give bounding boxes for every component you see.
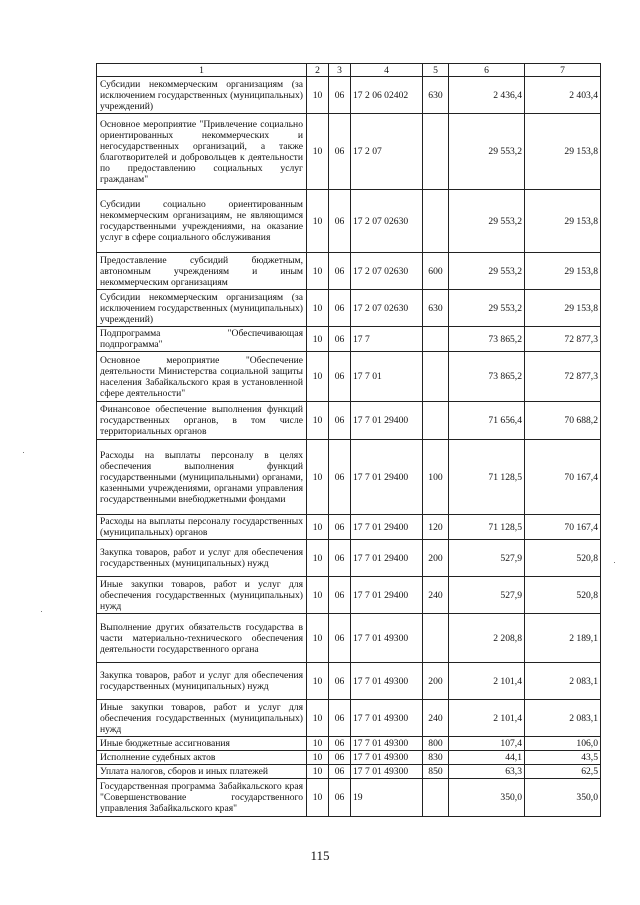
row-name-cell: Государственная программа Забайкальского края "Совершенствование государственного управления Забайкальского края" xyxy=(97,779,307,817)
budget-table xyxy=(96,63,601,817)
row-name-cell: Финансовое обеспечение выполнения функций государственных органов, в том числе территориальных органов xyxy=(97,402,307,440)
row-value-cell: 2 189,1 xyxy=(525,614,601,663)
row-value-cell: 17 2 07 xyxy=(351,114,423,190)
row-value-cell: 72 877,3 xyxy=(525,327,601,352)
row-name-cell: Исполнение судебных актов xyxy=(97,751,307,765)
row-name-cell: Выполнение других обязательств государства в части материально-технического обеспечения деятельности государственного органа xyxy=(97,614,307,663)
row-value-cell: 70 688,2 xyxy=(525,402,601,440)
row-value-cell: 29 553,2 xyxy=(449,190,525,253)
row-value-cell: 527,9 xyxy=(449,540,525,577)
row-value-cell: 62,5 xyxy=(525,765,601,779)
row-value-cell: 2 101,4 xyxy=(449,700,525,737)
row-value-cell: 06 xyxy=(329,540,351,577)
row-value-cell: 73 865,2 xyxy=(449,352,525,402)
row-value-cell: 06 xyxy=(329,327,351,352)
scan-speck xyxy=(23,452,24,453)
row-value-cell: 10 xyxy=(307,515,329,540)
row-value-cell: 17 7 01 29400 xyxy=(351,540,423,577)
table-row xyxy=(97,737,601,751)
row-value-cell: 240 xyxy=(423,577,449,614)
row-name-cell: Расходы на выплаты персоналу в целях обеспечения выполнения функций государственными (муниципальными) органами, казенными учреждениями, органами управления государственными внебюджетными фондами xyxy=(97,440,307,515)
table-row xyxy=(97,614,601,663)
row-value-cell: 520,8 xyxy=(525,540,601,577)
row-value-cell: 10 xyxy=(307,352,329,402)
row-value-cell: 17 2 07 02630 xyxy=(351,190,423,253)
table-row xyxy=(97,751,601,765)
row-value-cell: 350,0 xyxy=(449,779,525,817)
row-name-cell: Закупка товаров, работ и услуг для обеспечения государственных (муниципальных) нужд xyxy=(97,663,307,700)
row-value-cell: 10 xyxy=(307,402,329,440)
row-name-cell: Субсидии социально ориентированным некоммерческим организациям, не являющимся государственными учреждениями, на оказание услуг в сфере социального обслуживания xyxy=(97,190,307,253)
row-value-cell: 06 xyxy=(329,352,351,402)
row-value-cell: 17 7 01 49300 xyxy=(351,765,423,779)
row-value-cell xyxy=(423,114,449,190)
row-name-cell: Подпрограмма "Обеспечивающая подпрограмма" xyxy=(97,327,307,352)
row-value-cell: 10 xyxy=(307,440,329,515)
row-value-cell: 800 xyxy=(423,737,449,751)
row-name-cell: Основное мероприятие "Обеспечение деятельности Министерства социальной защиты населения Забайкальского края в установленной сфере деятельности" xyxy=(97,352,307,402)
row-value-cell: 527,9 xyxy=(449,577,525,614)
row-value-cell: 120 xyxy=(423,515,449,540)
row-value-cell: 71 656,4 xyxy=(449,402,525,440)
row-value-cell xyxy=(423,190,449,253)
row-value-cell: 10 xyxy=(307,540,329,577)
row-value-cell: 06 xyxy=(329,663,351,700)
row-value-cell: 29 153,8 xyxy=(525,253,601,290)
row-value-cell: 06 xyxy=(329,577,351,614)
row-value-cell xyxy=(423,327,449,352)
row-value-cell: 10 xyxy=(307,290,329,327)
row-value-cell: 06 xyxy=(329,700,351,737)
column-header: 4 xyxy=(351,64,423,77)
row-value-cell: 44,1 xyxy=(449,751,525,765)
row-value-cell: 17 7 01 29400 xyxy=(351,515,423,540)
row-value-cell: 63,3 xyxy=(449,765,525,779)
row-value-cell: 10 xyxy=(307,190,329,253)
row-value-cell: 06 xyxy=(329,402,351,440)
row-name-cell: Иные закупки товаров, работ и услуг для обеспечения государственных (муниципальных) нужд xyxy=(97,577,307,614)
table-row xyxy=(97,663,601,700)
row-value-cell: 630 xyxy=(423,290,449,327)
row-value-cell: 06 xyxy=(329,114,351,190)
column-header: 2 xyxy=(307,64,329,77)
row-value-cell: 06 xyxy=(329,614,351,663)
row-value-cell: 10 xyxy=(307,700,329,737)
row-value-cell: 17 7 01 49300 xyxy=(351,737,423,751)
column-header: 6 xyxy=(449,64,525,77)
row-value-cell: 17 7 01 29400 xyxy=(351,577,423,614)
row-value-cell: 10 xyxy=(307,77,329,114)
row-value-cell: 71 128,5 xyxy=(449,440,525,515)
row-value-cell: 70 167,4 xyxy=(525,515,601,540)
row-value-cell: 29 553,2 xyxy=(449,114,525,190)
row-value-cell: 29 553,2 xyxy=(449,290,525,327)
row-value-cell: 600 xyxy=(423,253,449,290)
row-value-cell: 10 xyxy=(307,663,329,700)
row-value-cell: 830 xyxy=(423,751,449,765)
row-value-cell: 06 xyxy=(329,765,351,779)
row-value-cell: 630 xyxy=(423,77,449,114)
row-value-cell: 17 7 01 29400 xyxy=(351,440,423,515)
column-header: 1 xyxy=(97,64,307,77)
row-value-cell xyxy=(423,614,449,663)
row-value-cell: 06 xyxy=(329,779,351,817)
row-value-cell: 06 xyxy=(329,515,351,540)
row-value-cell: 73 865,2 xyxy=(449,327,525,352)
row-value-cell: 240 xyxy=(423,700,449,737)
column-header: 5 xyxy=(423,64,449,77)
table-row xyxy=(97,515,601,540)
row-value-cell: 2 403,4 xyxy=(525,77,601,114)
scan-speck xyxy=(41,611,42,612)
row-value-cell: 100 xyxy=(423,440,449,515)
row-value-cell: 10 xyxy=(307,779,329,817)
table-row xyxy=(97,253,601,290)
row-name-cell: Предоставление субсидий бюджетным, автономным учреждениям и иным некоммерческим организациям xyxy=(97,253,307,290)
table-row xyxy=(97,779,601,817)
row-value-cell: 350,0 xyxy=(525,779,601,817)
row-value-cell: 06 xyxy=(329,440,351,515)
row-value-cell: 520,8 xyxy=(525,577,601,614)
row-value-cell: 10 xyxy=(307,751,329,765)
row-value-cell: 29 153,8 xyxy=(525,290,601,327)
scan-speck xyxy=(614,562,615,563)
row-value-cell: 2 436,4 xyxy=(449,77,525,114)
row-value-cell: 10 xyxy=(307,737,329,751)
row-value-cell: 29 553,2 xyxy=(449,253,525,290)
table-row xyxy=(97,327,601,352)
page-number: 115 xyxy=(310,848,330,863)
row-value-cell xyxy=(423,779,449,817)
row-value-cell xyxy=(423,402,449,440)
row-value-cell: 06 xyxy=(329,77,351,114)
row-value-cell: 2 101,4 xyxy=(449,663,525,700)
table-row xyxy=(97,290,601,327)
row-name-cell: Уплата налогов, сборов и иных платежей xyxy=(97,765,307,779)
row-value-cell: 17 7 01 49300 xyxy=(351,751,423,765)
table-row xyxy=(97,190,601,253)
row-value-cell: 17 2 07 02630 xyxy=(351,290,423,327)
row-value-cell: 2 208,8 xyxy=(449,614,525,663)
row-value-cell: 43,5 xyxy=(525,751,601,765)
row-value-cell: 10 xyxy=(307,614,329,663)
table-row xyxy=(97,352,601,402)
row-name-cell: Расходы на выплаты персоналу государственных (муниципальных) органов xyxy=(97,515,307,540)
row-value-cell: 2 083,1 xyxy=(525,663,601,700)
row-value-cell: 107,4 xyxy=(449,737,525,751)
table-header-row xyxy=(97,64,601,77)
row-name-cell: Основное мероприятие "Привлечение социально ориентированных некоммерческих и негосударственных организаций, а также благотворителей и добровольцев к деятельности по предоставлению социальных услуг гражданам" xyxy=(97,114,307,190)
row-value-cell: 70 167,4 xyxy=(525,440,601,515)
row-value-cell: 19 xyxy=(351,779,423,817)
row-value-cell: 200 xyxy=(423,540,449,577)
table-row xyxy=(97,440,601,515)
table-row xyxy=(97,402,601,440)
row-value-cell: 106,0 xyxy=(525,737,601,751)
row-value-cell: 17 7 01 49300 xyxy=(351,614,423,663)
row-value-cell: 29 153,8 xyxy=(525,190,601,253)
table-row xyxy=(97,114,601,190)
row-value-cell: 06 xyxy=(329,190,351,253)
table-body xyxy=(97,77,601,817)
row-name-cell: Субсидии некоммерческим организациям (за исключением государственных (муниципальных) учреждений) xyxy=(97,77,307,114)
row-value-cell: 17 2 06 02402 xyxy=(351,77,423,114)
row-value-cell: 17 7 01 49300 xyxy=(351,700,423,737)
row-value-cell: 17 7 01 49300 xyxy=(351,663,423,700)
table-row xyxy=(97,577,601,614)
table-row xyxy=(97,700,601,737)
row-value-cell: 06 xyxy=(329,737,351,751)
row-value-cell xyxy=(423,352,449,402)
row-value-cell: 10 xyxy=(307,253,329,290)
row-value-cell: 17 7 xyxy=(351,327,423,352)
row-value-cell: 29 153,8 xyxy=(525,114,601,190)
row-value-cell: 17 7 01 xyxy=(351,352,423,402)
table-row xyxy=(97,77,601,114)
row-value-cell: 10 xyxy=(307,577,329,614)
table-row xyxy=(97,540,601,577)
row-value-cell: 71 128,5 xyxy=(449,515,525,540)
row-name-cell: Закупка товаров, работ и услуг для обеспечения государственных (муниципальных) нужд xyxy=(97,540,307,577)
row-value-cell: 06 xyxy=(329,253,351,290)
row-value-cell: 06 xyxy=(329,751,351,765)
row-value-cell: 17 2 07 02630 xyxy=(351,253,423,290)
row-name-cell: Иные бюджетные ассигнования xyxy=(97,737,307,751)
row-value-cell: 72 877,3 xyxy=(525,352,601,402)
row-value-cell: 2 083,1 xyxy=(525,700,601,737)
row-value-cell: 850 xyxy=(423,765,449,779)
row-name-cell: Субсидии некоммерческим организациям (за исключением государственных (муниципальных) учреждений) xyxy=(97,290,307,327)
column-header: 7 xyxy=(525,64,601,77)
row-value-cell: 10 xyxy=(307,765,329,779)
table-row xyxy=(97,765,601,779)
row-value-cell: 06 xyxy=(329,290,351,327)
row-value-cell: 10 xyxy=(307,327,329,352)
row-value-cell: 17 7 01 29400 xyxy=(351,402,423,440)
row-value-cell: 10 xyxy=(307,114,329,190)
row-value-cell: 200 xyxy=(423,663,449,700)
row-name-cell: Иные закупки товаров, работ и услуг для обеспечения государственных (муниципальных) нужд xyxy=(97,700,307,737)
column-header: 3 xyxy=(329,64,351,77)
